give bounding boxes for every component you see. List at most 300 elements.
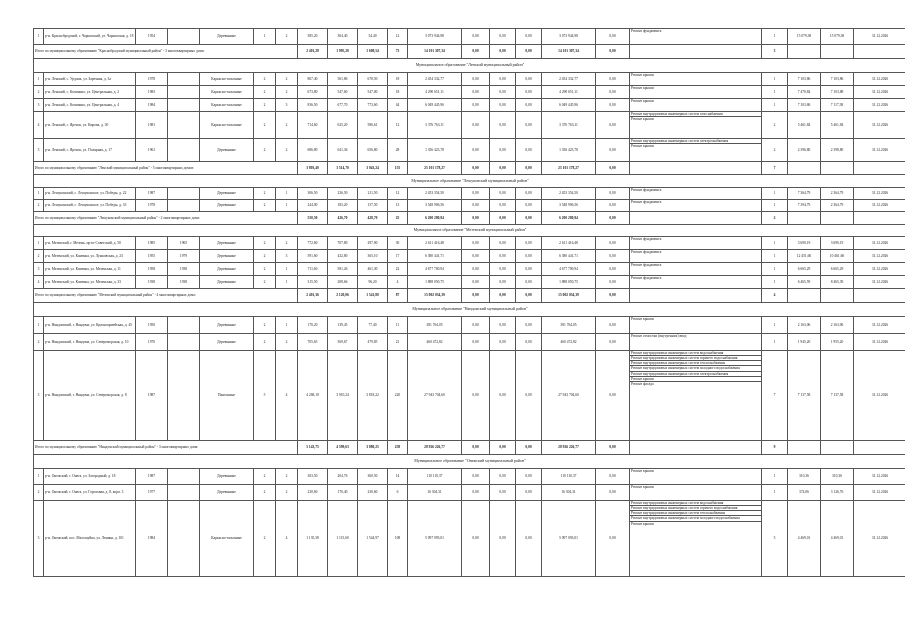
- deadline-date: 31.12.2026: [854, 112, 905, 139]
- row-number: 2: [34, 86, 44, 99]
- work-count: 1: [762, 485, 788, 501]
- works-cell: [630, 200, 762, 212]
- cost-f4: 3 376 763,11: [542, 112, 596, 139]
- year-repair: 1965: [168, 237, 200, 250]
- floors: 1: [254, 29, 276, 45]
- wall-material: Каркасно-засыпные: [200, 112, 254, 139]
- entrances: 1: [276, 200, 298, 212]
- work-item: Ремонт крыши: [631, 86, 654, 90]
- area-a2: 677,70: [328, 99, 358, 112]
- area-a2: 1 115,60: [328, 501, 358, 577]
- area-a1: 306,50: [298, 188, 328, 200]
- table-row: [34, 86, 905, 99]
- floors: 2: [254, 237, 276, 250]
- table-row: [34, 334, 905, 351]
- floors: 2: [254, 139, 276, 162]
- cost-f1: 0,00: [462, 485, 490, 501]
- empty-cell: [854, 441, 905, 455]
- subtotal-label: Итого по муниципальному образованию "Ленский муниципальный район" - 5 многоквартирных домов:: [34, 162, 298, 175]
- residents: 44: [388, 99, 408, 112]
- subtotal-res: 258: [388, 441, 408, 455]
- area-a3: 297,00: [358, 237, 388, 250]
- floors: 2: [254, 200, 276, 212]
- subtotal-count: 4: [762, 289, 788, 303]
- address-cell: р-н. Мезенский, г. Мезень, пр-кт Советский, д. 50: [44, 237, 136, 250]
- cost-f2: 0,00: [490, 188, 516, 200]
- unit-cost: 7 394,79: [788, 200, 821, 212]
- area-a3: 54,40: [358, 29, 388, 45]
- subtotal-label: Итого по муниципальному образованию "Мезенский муниципальный район" - 4 многоквартирных дома:: [34, 289, 298, 303]
- row-number: 3: [34, 501, 44, 577]
- cost-tot: 3 548 906,56: [408, 200, 462, 212]
- work-item: Ремонт крыши: [631, 99, 654, 103]
- works-cell: [630, 139, 762, 162]
- area-a3: 157,50: [358, 200, 388, 212]
- table-row: [34, 99, 905, 112]
- cost-tot: 3 073 944,98: [408, 29, 462, 45]
- entrances: 2: [276, 469, 298, 485]
- wall-material: Деревянные: [200, 317, 254, 334]
- cost-rem: 0,00: [596, 73, 630, 86]
- deadline-date: 31.12.2026: [854, 276, 905, 289]
- cost-f1: 0,00: [462, 351, 490, 441]
- cost-tot: 1 356 423,78: [408, 139, 462, 162]
- entrances: 2: [276, 237, 298, 250]
- area-a1: 705,65: [298, 334, 328, 351]
- subtotal-a2: 3 514,70: [328, 162, 358, 175]
- max-unit-cost: 7 117,38: [821, 99, 854, 112]
- residents: 12: [388, 29, 408, 45]
- section-title: Муниципальное образование "Лешуконский муниципальный район": [34, 175, 905, 188]
- residents: 28: [388, 139, 408, 162]
- work-count: 1: [762, 263, 788, 276]
- cost-tot: 5 097 093,01: [408, 501, 462, 577]
- unit-cost: 7 103,86: [788, 73, 821, 86]
- address-cell: р-н. Мезенский, ул. Каменка, ул. Мезенская, д. 11: [44, 263, 136, 276]
- entrances: 4: [276, 501, 298, 577]
- subtotal-a1: 550,50: [298, 212, 328, 225]
- residents: 14: [388, 469, 408, 485]
- entrances: 2: [276, 485, 298, 501]
- section-title: Муниципальное образование "Онежский муниципальный район": [34, 455, 905, 469]
- cost-f4: 381 764,05: [542, 317, 596, 334]
- area-a3: 461,30: [358, 263, 388, 276]
- cost-f3: 0,00: [516, 469, 542, 485]
- deadline-date: 31.12.2026: [854, 263, 905, 276]
- area-a3: 773,60: [358, 99, 388, 112]
- area-a1: 867,40: [298, 73, 328, 86]
- max-unit-cost: 7 137,58: [821, 351, 854, 441]
- cost-f4: 2 453 354,50: [542, 188, 596, 200]
- work-count: 1: [762, 86, 788, 99]
- subtotal-count: 2: [762, 212, 788, 225]
- unit-cost: 7 103,86: [788, 99, 821, 112]
- work-item: Ремонт внутридомовых инженерных систем холодного водоснабжения: [630, 516, 761, 521]
- cost-f4: 110 110,37: [542, 469, 596, 485]
- area-a3: 479,85: [358, 334, 388, 351]
- year-repair: [168, 501, 200, 577]
- floors: 2: [254, 250, 276, 263]
- cost-tot: 2 611 416,48: [408, 237, 462, 250]
- wall-material: Деревянные: [200, 263, 254, 276]
- subtotal-count: 7: [762, 162, 788, 175]
- subtotal-f2: 0,00: [490, 162, 516, 175]
- row-number: 4: [34, 112, 44, 139]
- year-repair: [168, 139, 200, 162]
- work-count: 1: [762, 276, 788, 289]
- area-a2: 707,80: [328, 237, 358, 250]
- subtotal-f4: 6 200 280,94: [542, 212, 596, 225]
- cost-rem: 0,00: [596, 139, 630, 162]
- cost-f1: 0,00: [462, 250, 490, 263]
- max-unit-cost: 7 103,86: [821, 73, 854, 86]
- entrances: 3: [276, 99, 298, 112]
- work-count: 1: [762, 99, 788, 112]
- subtotal-row: [34, 441, 905, 455]
- work-item: Ремонт крыши: [631, 317, 654, 321]
- empty-cell: [788, 289, 821, 303]
- residents: 13: [388, 200, 408, 212]
- entrances: 2: [276, 73, 298, 86]
- max-unit-cost: 2 398,80: [821, 139, 854, 162]
- row-number: 1: [34, 188, 44, 200]
- works-cell: [630, 469, 762, 485]
- cost-f2: 0,00: [490, 200, 516, 212]
- cost-rem: 0,00: [596, 29, 630, 45]
- empty-cell: [854, 212, 905, 225]
- table-row: [34, 351, 905, 441]
- work-item: Ремонт фундамента: [631, 188, 662, 192]
- section-header-row: [34, 59, 905, 73]
- floors: 5: [254, 351, 276, 441]
- cost-f4: 2 611 416,48: [542, 237, 596, 250]
- deadline-date: 31.12.2026: [854, 99, 905, 112]
- cost-rem: 0,00: [596, 317, 630, 334]
- empty-cell: [788, 45, 821, 59]
- table-row: [34, 485, 905, 501]
- capital-repair-table: [33, 28, 905, 577]
- entrances: 3: [276, 250, 298, 263]
- works-cell: [630, 29, 762, 45]
- wall-material: Деревянные: [200, 276, 254, 289]
- work-item: Ремонт крыши: [631, 469, 654, 473]
- cost-f2: 0,00: [490, 276, 516, 289]
- cost-f1: 0,00: [462, 263, 490, 276]
- subtotal-f3: 0,00: [516, 162, 542, 175]
- entrances: 2: [276, 334, 298, 351]
- wall-material: Деревянные: [200, 29, 254, 45]
- subtotal-f2: 0,00: [490, 289, 516, 303]
- unit-cost: 3 690,19: [788, 237, 821, 250]
- area-a3: 360,50: [358, 469, 388, 485]
- cost-f4: 1 888 050,75: [542, 276, 596, 289]
- max-unit-cost: 4 469,01: [821, 501, 854, 577]
- floors: 2: [254, 112, 276, 139]
- address-cell: р-н. Мезенский, ул. Каменка, ул. Лужковская, д. 23: [44, 250, 136, 263]
- max-unit-cost: 8 465,39: [821, 276, 854, 289]
- cost-f1: 0,00: [462, 469, 490, 485]
- table-row: [34, 200, 905, 212]
- cost-f2: 0,00: [490, 139, 516, 162]
- cost-f2: 0,00: [490, 86, 516, 99]
- floors: 2: [254, 276, 276, 289]
- max-unit-cost: 10 461,60: [821, 250, 854, 263]
- work-item: Ремонт отмостки (внутренних) ввод: [631, 334, 687, 338]
- area-a2: 183,20: [328, 200, 358, 212]
- subtotal-f2: 0,00: [490, 212, 516, 225]
- cost-f3: 0,00: [516, 112, 542, 139]
- entrances: 2: [276, 29, 298, 45]
- subtotal-a3: 428,70: [358, 212, 388, 225]
- work-item: Ремонт фасада: [631, 381, 654, 386]
- area-a2: 208,66: [328, 276, 358, 289]
- cost-tot: 16 304,31: [408, 485, 462, 501]
- row-number: 1: [34, 469, 44, 485]
- cost-rem: 0,00: [596, 86, 630, 99]
- wall-material: Каркасно-засыпные: [200, 73, 254, 86]
- works-cell: [630, 99, 762, 112]
- area-a1: 686,80: [298, 139, 328, 162]
- empty-cell: [788, 212, 821, 225]
- work-item: Ремонт внутридомовых инженерных систем горячего водоснабжения: [630, 506, 761, 511]
- residents: 22: [388, 263, 408, 276]
- work-item: Ремонт внутридомовых инженерных систем водоснабжения: [630, 501, 761, 506]
- wall-material: Каркасно-засыпные: [200, 86, 254, 99]
- work-count: 1: [762, 469, 788, 485]
- table-body: [34, 29, 905, 577]
- cost-rem: 0,00: [596, 469, 630, 485]
- empty-cell: [788, 441, 821, 455]
- table-row: [34, 73, 905, 86]
- subtotal-a1: 2 401,36: [298, 289, 328, 303]
- table-row: [34, 139, 905, 162]
- area-a2: 432,80: [328, 250, 358, 263]
- unit-cost: 15 079,38: [788, 29, 821, 45]
- subtotal-tot: 14 101 307,34: [408, 45, 462, 59]
- cost-tot: 6 049 445,96: [408, 99, 462, 112]
- max-unit-cost: 5 461,84: [821, 112, 854, 139]
- subtotal-label: Итого по муниципальному образованию "Краснобродский муниципальный район" - 3 многоквартирных дома:: [34, 45, 298, 59]
- max-unit-cost: 6 665,29: [821, 263, 854, 276]
- floors: 2: [254, 86, 276, 99]
- area-a3: 230,60: [358, 485, 388, 501]
- table-row: [34, 237, 905, 250]
- area-a2: 204,76: [328, 469, 358, 485]
- section-title: Муниципальное образование "Мезенский муниципальный район": [34, 225, 905, 237]
- cost-f1: 0,00: [462, 188, 490, 200]
- entrances: 1: [276, 317, 298, 334]
- work-item: Ремонт крыши: [631, 144, 654, 149]
- residents: 6: [388, 485, 408, 501]
- work-item: Ремонт внутридомовых инженерных систем водоснабжения: [630, 351, 761, 356]
- wall-material: Деревянные: [200, 237, 254, 250]
- cost-rem: 0,00: [596, 188, 630, 200]
- cost-f3: 0,00: [516, 237, 542, 250]
- cost-f3: 0,00: [516, 351, 542, 441]
- floors: 2: [254, 99, 276, 112]
- subtotal-label: Итого по муниципальному образованию "Лешуконский муниципальный район" - 2 многоквартирных дома:: [34, 212, 298, 225]
- cost-f3: 0,00: [516, 86, 542, 99]
- year-built: 1987: [136, 469, 168, 485]
- cost-f2: 0,00: [490, 237, 516, 250]
- area-a3: 365,10: [358, 250, 388, 263]
- row-number: 3: [34, 263, 44, 276]
- subtotal-f4: 14 101 307,34: [542, 45, 596, 59]
- wall-material: Деревянные: [200, 139, 254, 162]
- section-title: Муниципальное образование "Няндомский муниципальный район": [34, 303, 905, 317]
- deadline-date: 31.12.2026: [854, 29, 905, 45]
- cost-f4: 5 097 093,01: [542, 501, 596, 577]
- section-header-row: [34, 455, 905, 469]
- year-built: 1978: [136, 200, 168, 212]
- area-a3: 1 544,97: [358, 501, 388, 577]
- year-built: 1978: [136, 73, 168, 86]
- max-unit-cost: 3 690,19: [821, 237, 854, 250]
- max-unit-cost: 310,36: [821, 469, 854, 485]
- subtotal-f3: 0,00: [516, 441, 542, 455]
- year-built: 1977: [136, 485, 168, 501]
- cost-f2: 0,00: [490, 485, 516, 501]
- table-row: [34, 276, 905, 289]
- work-item: Ремонт внутридомовых инженерных систем теплоснабжения: [630, 511, 761, 516]
- area-a1: 772,60: [298, 237, 328, 250]
- row-number: 2: [34, 200, 44, 212]
- subtotal-tot: 15 002 034,39: [408, 289, 462, 303]
- cost-f2: 0,00: [490, 263, 516, 276]
- document-page: [33, 28, 889, 577]
- subtotal-a2: 2 120,06: [328, 289, 358, 303]
- area-a2: 561,86: [328, 73, 358, 86]
- area-a1: 230,60: [298, 485, 328, 501]
- cost-f3: 0,00: [516, 334, 542, 351]
- empty-cell: [821, 212, 854, 225]
- subtotal-f1: 0,00: [462, 289, 490, 303]
- cost-f4: 3 073 944,98: [542, 29, 596, 45]
- work-item: Ремонт крыши: [631, 73, 654, 77]
- year-repair: [168, 485, 200, 501]
- work-item: Ремонт фундамента: [631, 250, 662, 254]
- address-cell: р-н. Онежский, пос. Малошуйка, ул. Ленина, д. 101: [44, 501, 136, 577]
- work-count: 5: [762, 501, 788, 577]
- subtotal-f2: 0,00: [490, 441, 516, 455]
- address-cell: р-н. Няндомский, г. Няндома, ул. Североморская, д. 8: [44, 351, 136, 441]
- row-number: 1: [34, 317, 44, 334]
- unit-cost: 7 364,79: [788, 188, 821, 200]
- empty-cell: [630, 289, 762, 303]
- subtotal-a3: 3 880,25: [358, 441, 388, 455]
- unit-cost: 310,36: [788, 469, 821, 485]
- cost-rem: 0,00: [596, 485, 630, 501]
- cost-tot: 27 943 704,60: [408, 351, 462, 441]
- work-count: 1: [762, 250, 788, 263]
- address-cell: р-н. Ленский, с. Козьмино, ул. Центральная, д. 2: [44, 86, 136, 99]
- subtotal-f3: 0,00: [516, 212, 542, 225]
- cost-f3: 0,00: [516, 73, 542, 86]
- work-count: 1: [762, 73, 788, 86]
- floors: 2: [254, 188, 276, 200]
- cost-f4: 460 472,82: [542, 334, 596, 351]
- entrances: 2: [276, 139, 298, 162]
- subtotal-res: 155: [388, 162, 408, 175]
- cost-f1: 0,00: [462, 112, 490, 139]
- floors: 2: [254, 73, 276, 86]
- wall-material: Панельные: [200, 351, 254, 441]
- year-built: 1958: [136, 263, 168, 276]
- empty-cell: [821, 441, 854, 455]
- entrances: 1: [276, 263, 298, 276]
- area-a2: 641,36: [328, 139, 358, 162]
- unit-cost: 6 465,59: [788, 276, 821, 289]
- subtotal-row: [34, 289, 905, 303]
- cost-f4: 6 380 441,71: [542, 250, 596, 263]
- subtotal-f4: 15 002 034,39: [542, 289, 596, 303]
- residents: 18: [388, 86, 408, 99]
- subtotal-rem: 0,00: [596, 162, 630, 175]
- cost-f3: 0,00: [516, 501, 542, 577]
- section-header-row: [34, 303, 905, 317]
- address-cell: р-н. Няндомский, г. Няндома, ул. Североморская, д. 10: [44, 334, 136, 351]
- subtotal-f2: 0,00: [490, 45, 516, 59]
- table-row: [34, 469, 905, 485]
- subtotal-f4: 25 101 178,27: [542, 162, 596, 175]
- area-a3: 586,61: [358, 112, 388, 139]
- subtotal-a1: 5 143,75: [298, 441, 328, 455]
- area-a3: 3 818,22: [358, 351, 388, 441]
- year-repair: [168, 200, 200, 212]
- row-number: 5: [34, 139, 44, 162]
- subtotal-f1: 0,00: [462, 441, 490, 455]
- section-header-row: [34, 175, 905, 188]
- empty-cell: [821, 162, 854, 175]
- cost-f2: 0,00: [490, 317, 516, 334]
- year-built: 1983: [136, 86, 168, 99]
- subtotal-a3: 3 043,24: [358, 162, 388, 175]
- max-unit-cost: 15 079,38: [821, 29, 854, 45]
- works-cell: [630, 276, 762, 289]
- work-count: 1: [762, 200, 788, 212]
- unit-cost: 2 396,80: [788, 139, 821, 162]
- cost-rem: 0,00: [596, 501, 630, 577]
- subtotal-rem: 0,00: [596, 441, 630, 455]
- year-built: 1950: [136, 317, 168, 334]
- work-count: 1: [762, 334, 788, 351]
- table-row: [34, 188, 905, 200]
- subtotal-row: [34, 45, 905, 59]
- year-built: 1970: [136, 334, 168, 351]
- cost-tot: 3 376 763,11: [408, 112, 462, 139]
- year-repair: [168, 73, 200, 86]
- cost-f2: 0,00: [490, 501, 516, 577]
- year-repair: [168, 29, 200, 45]
- year-repair: [168, 112, 200, 139]
- work-count: 1: [762, 188, 788, 200]
- work-item: Ремонт крыши: [631, 485, 654, 489]
- subtotal-res: 25: [388, 212, 408, 225]
- year-built: 1984: [136, 99, 168, 112]
- works-cell: [630, 237, 762, 250]
- cost-rem: 0,00: [596, 112, 630, 139]
- works-cell: [630, 501, 762, 577]
- cost-f2: 0,00: [490, 351, 516, 441]
- address-cell: р-н. Ленский, с. Урдома, ул. Заречная, д. 3а: [44, 73, 136, 86]
- row-number: 1: [34, 29, 44, 45]
- cost-f1: 0,00: [462, 200, 490, 212]
- work-count: 7: [762, 351, 788, 441]
- cost-tot: 4 290 651,11: [408, 86, 462, 99]
- address-cell: р-н. Мезенский, ул. Каменка, ул. Мезенская, д. 33: [44, 276, 136, 289]
- address-cell: р-н. Лешуконский, с. Лешуконское, ул. Победы, д. 33: [44, 200, 136, 212]
- area-a2: 581,26: [328, 263, 358, 276]
